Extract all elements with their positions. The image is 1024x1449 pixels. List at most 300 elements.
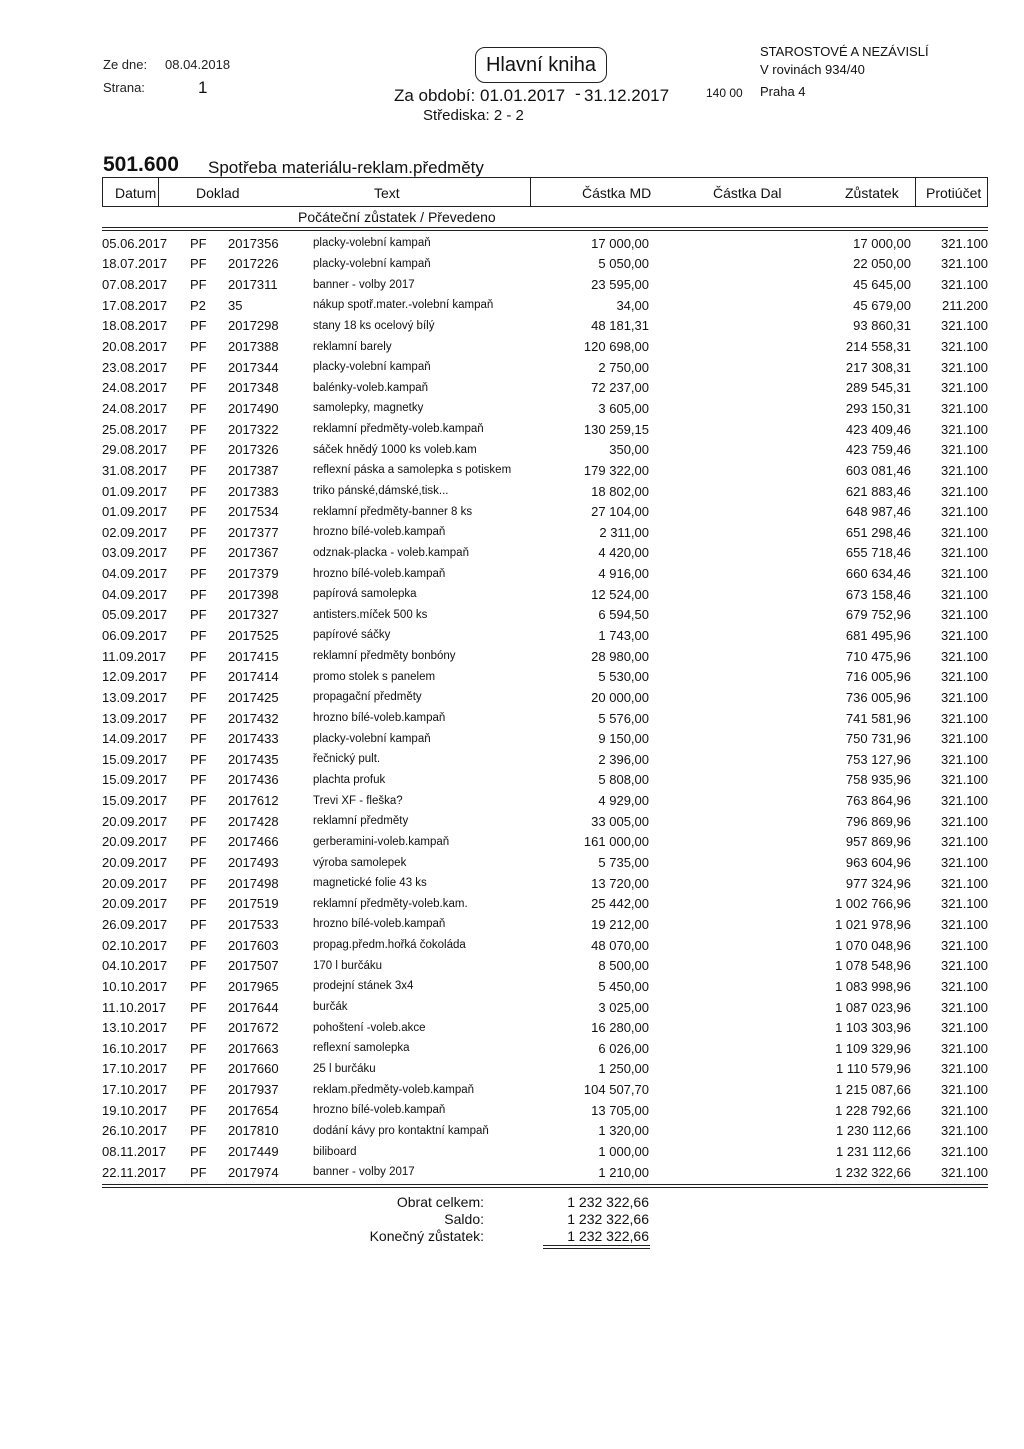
ledger-row — [102, 790, 988, 811]
period-from: 01.01.2017 — [480, 86, 566, 105]
row-balance: 45 645,00 — [853, 277, 911, 293]
ledger-row — [102, 233, 988, 254]
ledger-row — [102, 584, 988, 605]
org-city: Praha 4 — [760, 84, 806, 99]
row-doc-type: PF — [190, 937, 207, 953]
row-text: reflexní páska a samolepka s potiskem — [313, 464, 512, 477]
row-text: výroba samolepek — [313, 856, 407, 869]
row-balance: 758 935,96 — [845, 772, 911, 788]
row-text: 170 l burčáku — [313, 959, 383, 972]
row-doc-type: PF — [190, 442, 207, 458]
row-amount-md: 5 530,00 — [598, 669, 649, 685]
row-amount-dal — [649, 873, 780, 894]
row-doc-type: PF — [190, 751, 207, 767]
row-amount-dal — [649, 852, 780, 873]
ledger-row — [102, 852, 988, 873]
ledger-row — [102, 749, 988, 770]
row-doc-number: 2017466 — [228, 834, 279, 850]
row-date: 20.08.2017 — [102, 339, 168, 355]
row-amount-dal — [649, 1017, 780, 1038]
row-counter-account: 321.100 — [941, 483, 988, 499]
row-amount-dal — [649, 233, 780, 254]
ledger-row — [102, 419, 988, 440]
col-protiucet: Protiúčet — [926, 185, 982, 201]
row-doc-number: 2017322 — [228, 421, 279, 437]
col-text: Text — [374, 185, 400, 201]
row-balance: 648 987,46 — [845, 504, 911, 520]
row-balance: 1 087 023,96 — [835, 999, 911, 1015]
row-text: placky-volební kampaň — [313, 361, 431, 374]
period-dash: - — [575, 84, 581, 103]
row-balance: 1 109 329,96 — [835, 1040, 911, 1056]
row-doc-number: 2017498 — [228, 875, 279, 891]
row-date: 20.09.2017 — [102, 875, 168, 891]
row-doc-number: 2017428 — [228, 813, 279, 829]
row-amount-dal — [649, 1100, 780, 1121]
ledger-row — [102, 997, 988, 1018]
row-amount-md: 28 980,00 — [591, 648, 649, 664]
row-counter-account: 321.100 — [941, 586, 988, 602]
row-date: 19.10.2017 — [102, 1102, 168, 1118]
ledger-row — [102, 398, 988, 419]
row-date: 13.09.2017 — [102, 689, 168, 705]
row-text: nákup spotř.mater.-volební kampaň — [313, 299, 494, 312]
row-text: gerberamini-voleb.kampaň — [313, 835, 450, 848]
row-doc-number: 2017379 — [228, 566, 279, 582]
row-amount-md: 130 259,15 — [583, 421, 649, 437]
row-amount-md: 27 104,00 — [591, 504, 649, 520]
rule-bottom-1 — [102, 1184, 988, 1185]
row-balance: 1 021 978,96 — [835, 916, 911, 932]
row-amount-md: 161 000,00 — [583, 834, 649, 850]
row-counter-account: 321.100 — [941, 834, 988, 850]
row-doc-number: 2017367 — [228, 545, 279, 561]
row-amount-md: 34,00 — [616, 297, 649, 313]
row-counter-account: 321.100 — [941, 256, 988, 272]
row-amount-dal — [649, 274, 780, 295]
row-balance: 293 150,31 — [845, 400, 911, 416]
row-amount-md: 2 396,00 — [598, 751, 649, 767]
row-balance: 741 581,96 — [845, 710, 911, 726]
row-amount-dal — [649, 955, 780, 976]
row-counter-account: 321.100 — [941, 772, 988, 788]
row-doc-number: 2017644 — [228, 999, 279, 1015]
row-balance: 750 731,96 — [845, 731, 911, 747]
row-text: sáček hnědý 1000 ks voleb.kam — [313, 443, 477, 456]
row-balance: 1 070 048,96 — [835, 937, 911, 953]
row-amount-dal — [649, 398, 780, 419]
row-balance: 679 752,96 — [845, 607, 911, 623]
row-doc-number: 2017344 — [228, 359, 279, 375]
row-doc-number: 2017435 — [228, 751, 279, 767]
row-text: samolepky, magnetky — [313, 402, 424, 415]
row-date: 13.09.2017 — [102, 710, 168, 726]
row-text: reklamní předměty-voleb.kampaň — [313, 423, 484, 436]
row-balance: 1 002 766,96 — [835, 896, 911, 912]
row-amount-md: 4 929,00 — [598, 793, 649, 809]
row-counter-account: 321.100 — [941, 813, 988, 829]
row-date: 12.09.2017 — [102, 669, 168, 685]
row-amount-dal — [649, 1038, 780, 1059]
ledger-row — [102, 914, 988, 935]
row-date: 23.08.2017 — [102, 359, 168, 375]
row-amount-md: 20 000,00 — [591, 689, 649, 705]
row-amount-md: 5 450,00 — [598, 978, 649, 994]
row-date: 22.11.2017 — [102, 1164, 167, 1180]
row-date: 15.09.2017 — [102, 751, 168, 767]
row-amount-md: 179 322,00 — [583, 462, 649, 478]
row-doc-type: PF — [190, 421, 207, 437]
row-counter-account: 321.100 — [941, 627, 988, 643]
row-doc-number: 2017383 — [228, 483, 279, 499]
row-doc-type: PF — [190, 339, 207, 355]
row-doc-number: 2017311 — [228, 277, 278, 293]
row-date: 14.09.2017 — [102, 731, 168, 747]
row-doc-type: PF — [190, 834, 207, 850]
ledger-row — [102, 770, 988, 791]
row-amount-dal — [649, 1141, 780, 1162]
row-counter-account: 321.100 — [941, 916, 988, 932]
row-amount-md: 12 524,00 — [591, 586, 649, 602]
row-date: 04.10.2017 — [102, 958, 168, 974]
row-balance: 45 679,00 — [853, 297, 911, 313]
row-amount-dal — [649, 728, 780, 749]
opening-balance-label: Počáteční zůstatek / Převedeno — [298, 209, 496, 225]
row-amount-md: 2 311,00 — [599, 524, 649, 540]
row-amount-dal — [649, 295, 780, 316]
row-date: 11.09.2017 — [102, 648, 167, 664]
row-balance: 1 083 998,96 — [835, 978, 911, 994]
row-balance: 753 127,96 — [845, 751, 911, 767]
row-text: hrozno bílé-voleb.kampaň — [313, 712, 446, 725]
row-counter-account: 321.100 — [941, 937, 988, 953]
final-balance-value: 1 232 322,66 — [567, 1228, 649, 1244]
ledger-row — [102, 1017, 988, 1038]
row-date: 01.09.2017 — [102, 504, 168, 520]
row-counter-account: 321.100 — [941, 442, 988, 458]
row-amount-md: 16 280,00 — [591, 1020, 649, 1036]
ledger-row — [102, 254, 988, 275]
row-text: reklamní barely — [313, 340, 392, 353]
row-text: hrozno bílé-voleb.kampaň — [313, 526, 446, 539]
row-counter-account: 321.100 — [941, 359, 988, 375]
ledger-row — [102, 460, 988, 481]
ledger-row — [102, 708, 988, 729]
row-balance: 1 103 303,96 — [835, 1020, 911, 1036]
col-datum: Datum — [115, 185, 157, 201]
row-counter-account: 321.100 — [941, 1102, 988, 1118]
ledger-row — [102, 832, 988, 853]
row-doc-number: 2017356 — [228, 235, 279, 251]
row-text: hrozno bílé-voleb.kampaň — [313, 567, 446, 580]
row-doc-number: 2017519 — [228, 896, 279, 912]
row-date: 15.09.2017 — [102, 772, 168, 788]
row-amount-md: 8 500,00 — [598, 958, 649, 974]
row-amount-dal — [649, 749, 780, 770]
row-text: papírové sáčky — [313, 629, 391, 642]
row-text: biliboard — [313, 1145, 357, 1158]
row-amount-dal — [649, 997, 780, 1018]
row-doc-number: 2017398 — [228, 586, 279, 602]
row-doc-type: PF — [190, 731, 207, 747]
row-counter-account: 321.100 — [941, 958, 988, 974]
ledger-row — [102, 976, 988, 997]
row-balance: 796 869,96 — [845, 813, 911, 829]
row-amount-dal — [649, 1121, 780, 1142]
row-doc-number: 2017436 — [228, 772, 279, 788]
row-amount-dal — [649, 914, 780, 935]
row-date: 29.08.2017 — [102, 442, 168, 458]
row-date: 05.09.2017 — [102, 607, 168, 623]
row-counter-account: 321.100 — [941, 999, 988, 1015]
row-doc-number: 2017326 — [228, 442, 279, 458]
row-amount-dal — [649, 1079, 780, 1100]
row-doc-type: PF — [190, 772, 207, 788]
row-balance: 716 005,96 — [845, 669, 911, 685]
row-balance: 681 495,96 — [845, 627, 911, 643]
row-doc-number: 2017507 — [228, 958, 279, 974]
row-text: placky-volební kampaň — [313, 732, 431, 745]
row-balance: 93 860,31 — [853, 318, 911, 334]
row-amount-md: 1 210,00 — [598, 1164, 649, 1180]
row-balance: 22 050,00 — [853, 256, 911, 272]
row-amount-md: 1 743,00 — [598, 627, 649, 643]
row-counter-account: 321.100 — [941, 978, 988, 994]
rule-top-1 — [102, 227, 988, 228]
row-doc-type: PF — [190, 1144, 207, 1159]
row-balance: 603 081,46 — [845, 462, 911, 478]
row-amount-dal — [649, 976, 780, 997]
ledger-row — [102, 666, 988, 687]
row-date: 18.08.2017 — [102, 318, 168, 334]
cost-centers: Střediska: 2 - 2 — [423, 107, 524, 124]
row-doc-type: PF — [190, 813, 207, 829]
row-counter-account: 321.100 — [941, 710, 988, 726]
row-counter-account: 321.100 — [941, 896, 988, 912]
row-amount-md: 3 025,00 — [598, 999, 649, 1015]
row-doc-number: 2017525 — [228, 627, 279, 643]
ledger-row — [102, 935, 988, 956]
ledger-row — [102, 481, 988, 502]
row-doc-type: PF — [190, 627, 207, 643]
row-doc-number: 2017387 — [228, 462, 279, 478]
row-date: 31.08.2017 — [102, 462, 168, 478]
row-date: 03.09.2017 — [102, 545, 168, 561]
row-doc-type: PF — [190, 875, 207, 891]
row-amount-md: 5 808,00 — [598, 772, 649, 788]
row-doc-number: 2017327 — [228, 607, 279, 623]
row-text: burčák — [313, 1001, 348, 1014]
row-doc-type: PF — [190, 916, 207, 932]
row-amount-dal — [649, 894, 780, 915]
row-balance: 1 230 112,66 — [836, 1123, 911, 1139]
column-header — [102, 177, 988, 207]
row-balance: 963 604,96 — [845, 855, 911, 871]
row-doc-type: PF — [190, 483, 207, 499]
row-text: hrozno bílé-voleb.kampaň — [313, 918, 446, 931]
ledger-row — [102, 316, 988, 337]
row-date: 15.09.2017 — [102, 793, 168, 809]
row-amount-md: 1 250,00 — [598, 1061, 649, 1077]
row-doc-type: PF — [190, 855, 207, 871]
rule-bottom-2 — [102, 1187, 988, 1188]
row-amount-dal — [649, 543, 780, 564]
row-doc-type: PF — [190, 999, 207, 1015]
row-amount-dal — [649, 625, 780, 646]
row-doc-type: PF — [190, 958, 207, 974]
row-balance: 423 409,46 — [845, 421, 911, 437]
row-date: 26.10.2017 — [102, 1123, 168, 1139]
ledger-row — [102, 522, 988, 543]
ledger-row — [102, 357, 988, 378]
row-doc-type: PF — [190, 978, 207, 994]
row-text: reklamní předměty-banner 8 ks — [313, 505, 473, 518]
ledger-row — [102, 687, 988, 708]
row-doc-type: PF — [190, 1164, 207, 1180]
ledger-table — [102, 233, 988, 1182]
row-doc-number: 2017654 — [228, 1102, 279, 1118]
row-text: triko pánské,dámské,tisk... — [313, 485, 449, 497]
row-doc-number: 2017974 — [228, 1164, 279, 1180]
row-balance: 655 718,46 — [845, 545, 911, 561]
row-amount-md: 2 750,00 — [598, 359, 649, 375]
row-date: 25.08.2017 — [102, 421, 168, 437]
row-doc-type: PF — [190, 648, 207, 664]
row-doc-type: PF — [190, 235, 207, 251]
row-text: propag.předm.hořká čokoláda — [313, 939, 466, 952]
rule-top-2 — [102, 230, 988, 231]
row-counter-account: 321.100 — [941, 1144, 988, 1159]
row-balance: 214 558,31 — [845, 339, 911, 355]
row-text: reklamní předměty-voleb.kam. — [313, 897, 468, 910]
row-amount-dal — [649, 357, 780, 378]
row-counter-account: 321.100 — [941, 504, 988, 520]
row-balance: 710 475,96 — [845, 648, 911, 664]
row-balance: 977 324,96 — [845, 875, 911, 891]
row-doc-number: 2017663 — [228, 1040, 279, 1056]
row-amount-md: 5 050,00 — [598, 256, 649, 272]
row-doc-type: PF — [190, 669, 207, 685]
row-counter-account: 321.100 — [941, 648, 988, 664]
row-text: placky-volební kampaň — [313, 257, 431, 270]
ledger-row — [102, 336, 988, 357]
row-counter-account: 321.100 — [941, 277, 988, 293]
row-balance: 957 869,96 — [845, 834, 911, 850]
row-amount-md: 13 705,00 — [591, 1102, 649, 1118]
col-dal: Částka Dal — [713, 185, 782, 201]
document-title: Hlavní kniha — [475, 47, 607, 83]
row-date: 20.09.2017 — [102, 855, 168, 871]
date-value: 08.04.2018 — [165, 57, 231, 72]
row-doc-type: PF — [190, 793, 207, 809]
row-amount-dal — [649, 336, 780, 357]
row-balance: 763 864,96 — [845, 793, 911, 809]
row-text: promo stolek s panelem — [313, 670, 436, 683]
row-counter-account: 321.100 — [941, 524, 988, 540]
row-amount-md: 1 320,00 — [598, 1123, 649, 1139]
row-date: 20.09.2017 — [102, 834, 168, 850]
ledger-row — [102, 1162, 988, 1183]
row-balance: 651 298,46 — [845, 524, 911, 540]
row-doc-type: PF — [190, 1040, 207, 1056]
row-doc-number: 2017965 — [228, 978, 279, 994]
final-balance-label: Konečný zůstatek: — [369, 1228, 484, 1244]
row-amount-dal — [649, 563, 780, 584]
row-doc-number: 2017432 — [228, 710, 279, 726]
final-underline-2 — [543, 1248, 650, 1249]
row-amount-md: 19 212,00 — [591, 916, 649, 932]
row-doc-type: PF — [190, 524, 207, 540]
ledger-row — [102, 1100, 988, 1121]
row-amount-dal — [649, 481, 780, 502]
row-amount-dal — [649, 811, 780, 832]
account-name: Spotřeba materiálu-reklam.předměty — [208, 158, 484, 177]
row-amount-md: 13 720,00 — [591, 875, 649, 891]
row-amount-dal — [649, 605, 780, 626]
row-amount-dal — [649, 522, 780, 543]
row-text: propagační předměty — [313, 691, 422, 704]
row-amount-md: 3 605,00 — [598, 400, 649, 416]
ledger-row — [102, 955, 988, 976]
row-date: 17.08.2017 — [102, 297, 168, 313]
final-underline-1 — [543, 1245, 650, 1246]
row-balance: 1 110 579,96 — [836, 1061, 911, 1077]
row-doc-number: 2017493 — [228, 855, 279, 871]
row-doc-type: PF — [190, 277, 207, 293]
ledger-row — [102, 625, 988, 646]
row-doc-type: PF — [190, 1020, 207, 1036]
row-amount-md: 72 237,00 — [591, 380, 649, 396]
row-date: 05.06.2017 — [102, 235, 168, 251]
row-amount-dal — [649, 460, 780, 481]
ledger-row — [102, 439, 988, 460]
row-doc-type: PF — [190, 586, 207, 602]
row-date: 17.10.2017 — [102, 1061, 168, 1077]
row-doc-type: PF — [190, 566, 207, 582]
ledger-row — [102, 894, 988, 915]
row-date: 11.10.2017 — [102, 999, 167, 1015]
row-doc-type: P2 — [190, 297, 206, 313]
row-amount-dal — [649, 790, 780, 811]
row-doc-type: PF — [190, 607, 207, 623]
ledger-row — [102, 873, 988, 894]
row-amount-md: 6 026,00 — [598, 1040, 649, 1056]
row-doc-number: 2017433 — [228, 731, 279, 747]
row-text: magnetické folie 43 ks — [313, 877, 427, 890]
row-counter-account: 321.100 — [941, 545, 988, 561]
row-counter-account: 321.100 — [941, 1164, 988, 1180]
row-counter-account: 321.100 — [941, 751, 988, 767]
row-text: odznak-placka - voleb.kampaň — [313, 546, 469, 559]
row-doc-number: 2017377 — [228, 524, 279, 540]
row-amount-dal — [649, 419, 780, 440]
col-md: Částka MD — [582, 185, 652, 201]
row-text: banner - volby 2017 — [313, 278, 415, 291]
row-amount-md: 350,00 — [609, 442, 649, 458]
row-doc-number: 2017449 — [228, 1144, 279, 1159]
ledger-row — [102, 1038, 988, 1059]
row-amount-md: 4 420,00 — [598, 545, 649, 561]
row-balance: 1 228 792,66 — [835, 1102, 911, 1118]
row-balance: 660 634,46 — [845, 566, 911, 582]
row-counter-account: 321.100 — [941, 421, 988, 437]
org-name: STAROSTOVÉ A NEZÁVISLÍ — [760, 44, 929, 59]
row-counter-account: 321.100 — [941, 875, 988, 891]
row-date: 24.08.2017 — [102, 400, 168, 416]
row-date: 20.09.2017 — [102, 896, 168, 912]
row-text: prodejní stánek 3x4 — [313, 980, 414, 993]
saldo-label: Saldo: — [444, 1211, 484, 1227]
